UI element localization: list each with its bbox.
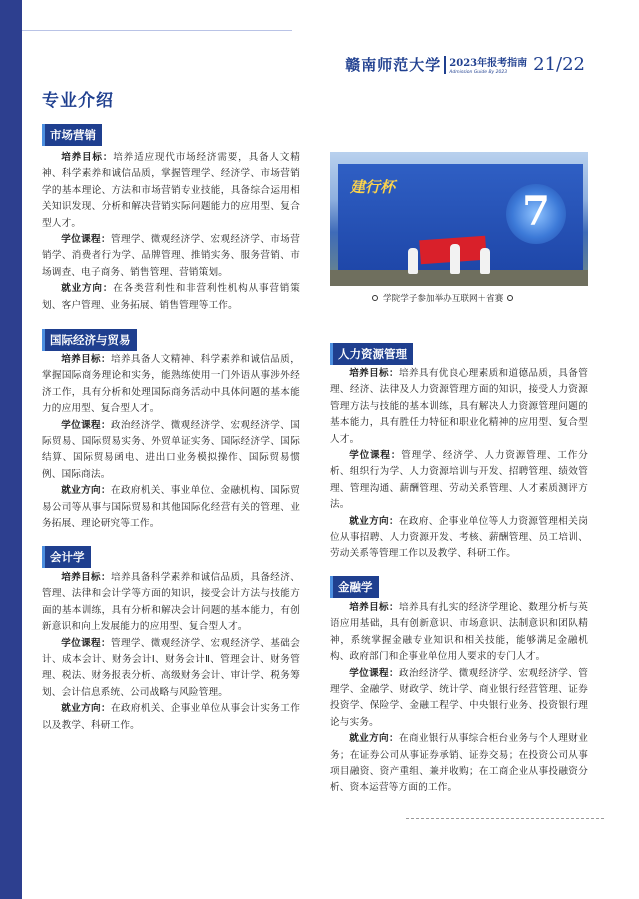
intl-trade-courses-text: 政治经济学、微观经济学、宏观经济学、国际贸易、国际贸易实务、外贸单证实务、国际经济学、国际结算、国际贸易函电、进出口业务模拟操作、国际贸易惯例、国际商法。 bbox=[42, 419, 300, 480]
photo-person bbox=[450, 244, 460, 274]
goal-label: 培养目标： bbox=[61, 572, 111, 583]
photo-person bbox=[408, 248, 418, 274]
goal-label: 培养目标： bbox=[61, 354, 111, 365]
finance-courses bbox=[330, 666, 588, 732]
bottom-dotted-rule bbox=[406, 818, 604, 819]
section-body-finance bbox=[330, 600, 588, 797]
page-title: 专业介绍 bbox=[42, 91, 114, 111]
finance-career bbox=[330, 731, 588, 797]
intl-trade-goal-text: 培养具备人文精神、科学素养和诚信品质，掌握国际商务理论和实务，能熟练使用一门外语从事涉外经济工作，具有分析和处理国际商务活动中具体问题的基本能力的应用型、复合型人才。 bbox=[42, 354, 300, 415]
section-title-marketing: 市场营销 bbox=[42, 124, 102, 146]
section-body-accounting bbox=[42, 570, 300, 734]
career-label: 就业方向： bbox=[61, 485, 111, 497]
left-color-strip bbox=[0, 0, 22, 899]
hr-courses bbox=[330, 448, 588, 514]
section-title-accounting: 会计学 bbox=[42, 546, 91, 568]
section-body-hr bbox=[330, 366, 588, 563]
marketing-career bbox=[42, 281, 300, 314]
career-label: 就业方向： bbox=[349, 733, 399, 745]
marketing-career-text: 在各类营利性和非营利性机构从事营销策划、客户管理、业务拓展、销售管理等工作。 bbox=[42, 283, 301, 311]
photo-person bbox=[480, 248, 490, 274]
goal-label: 培养目标： bbox=[349, 602, 399, 613]
finance-goal bbox=[330, 600, 588, 666]
career-label: 就业方向： bbox=[61, 703, 111, 715]
marketing-courses bbox=[42, 232, 300, 281]
top-rule bbox=[22, 30, 292, 31]
accounting-career-text: 在政府机关、企事业单位从事会计实务工作以及教学、科研工作。 bbox=[42, 703, 300, 731]
page-numbers: 21/22 bbox=[533, 54, 585, 75]
marketing-goal bbox=[42, 150, 300, 232]
photo-caption-text: 学院学子参加举办互联网＋省赛 bbox=[383, 294, 504, 304]
courses-label: 学位课程： bbox=[61, 234, 111, 246]
marketing-goal-text: 培养适应现代市场经济需要，具备人文精神、科学素养和诚信品质，掌握管理学、经济学、市场营销学的基本理论、方法和市场营销专业技能，具备综合运用相关知识发现、分析和解决营销实际问题能力的应用型、复合型人才。 bbox=[42, 152, 301, 229]
section-body-marketing bbox=[42, 150, 300, 314]
guide-title-en: Admission Guide By 2023 bbox=[449, 69, 508, 75]
section-title-hr: 人力资源管理 bbox=[330, 343, 413, 365]
guide-title-cn: 2023年报考指南 bbox=[449, 57, 528, 69]
marketing-courses-text: 管理学、微观经济学、宏观经济学、市场营销学、消费者行为学、品牌管理、推销实务、服务营销、市场调查、电子商务、销售管理、营销策划。 bbox=[42, 234, 300, 278]
guide-title bbox=[449, 59, 527, 76]
accounting-career bbox=[42, 701, 300, 734]
accounting-goal bbox=[42, 570, 300, 636]
courses-label: 学位课程： bbox=[61, 637, 111, 649]
finance-goal-text: 培养具有扎实的经济学理论、数理分析与英语应用基础，具有创新意识、市场意识、法制意识和团队精神，系统掌握金融专业知识和相关技能，能够满足金融机构、政府部门和企事业单位用人要求的专门人才。 bbox=[330, 602, 588, 663]
competition-photo bbox=[330, 152, 588, 286]
intl-trade-career-text: 在政府机关、事业单位、金融机构、国际贸易公司等从事与国际贸易和其他国际化经营有关的管理、业务拓展、理论研究等工作。 bbox=[42, 485, 300, 530]
section-title-intl-trade: 国际经济与贸易 bbox=[42, 329, 137, 351]
photo-banner-number: 7 bbox=[522, 188, 550, 235]
hr-goal-text: 培养具有优良心理素质和道德品质，具备管理、经济、法律及人力资源管理方面的知识，接受人力资源管理方法与技能的基本训练，具有解决人力资源管理问题的基本能力，具有胜任力特征和职业化精神的应用型、复合型人才。 bbox=[330, 368, 588, 445]
finance-career-text: 在商业银行从事综合柜台业务与个人理财业务；在证券公司从事证券承销、证券交易；在投资公司从事项目融资、资产重组、兼并收购；在工商企业从事投融资分析、资本运营等方面的工作。 bbox=[330, 733, 588, 794]
courses-label: 学位课程： bbox=[349, 667, 399, 679]
accounting-courses-text: 管理学、微观经济学、宏观经济学、基础会计、成本会计、财务会计Ⅰ、财务会计Ⅱ、管理会计、财务管理、税法、财务报表分析、高级财务会计、审计学、税务筹划、会计信息系统、公司战略与风险管理。 bbox=[42, 637, 300, 698]
career-label: 就业方向： bbox=[349, 515, 399, 527]
caption-bullet-icon bbox=[372, 295, 378, 301]
intl-trade-goal bbox=[42, 352, 300, 418]
courses-label: 学位课程： bbox=[61, 419, 111, 431]
hr-career-text: 在政府、企事业单位等人力资源管理相关岗位从事招聘、人力资源开发、考核、薪酬管理、员工培训、劳动关系等管理工作以及教学、科研工作。 bbox=[330, 515, 588, 560]
goal-label: 培养目标： bbox=[349, 368, 399, 379]
career-label: 就业方向： bbox=[61, 283, 114, 295]
section-title-finance: 金融学 bbox=[330, 576, 379, 598]
photo-caption bbox=[372, 292, 513, 304]
courses-label: 学位课程： bbox=[349, 450, 402, 462]
hr-courses-text: 管理学、经济学、人力资源管理、工作分析、组织行为学、人力资源培训与开发、招聘管理、绩效管理、管理沟通、薪酬管理、劳动关系管理、人才素质测评方法。 bbox=[330, 450, 589, 511]
header-divider bbox=[444, 56, 446, 74]
accounting-goal-text: 培养具备科学素养和诚信品质，具备经济、管理、法律和会计学等方面的知识，接受会计方法与技能方面的基本训练，具有分析和解决会计问题的基本能力，有创新意识和向上发展能力的应用型、复合型人才。 bbox=[42, 572, 300, 633]
photo-banner-title: 建行杯 bbox=[350, 178, 396, 196]
caption-end-icon bbox=[507, 295, 513, 301]
accounting-courses bbox=[42, 636, 300, 702]
hr-goal bbox=[330, 366, 588, 448]
university-name: 赣南师范大学 bbox=[345, 56, 442, 74]
intl-trade-career bbox=[42, 483, 300, 532]
hr-career bbox=[330, 514, 588, 563]
finance-courses-text: 政治经济学、微观经济学、宏观经济学、管理学、金融学、财政学、统计学、商业银行经营管理、证券投资学、保险学、金融工程学、中央银行业务、投资银行理论与实务。 bbox=[330, 667, 588, 728]
intl-trade-courses bbox=[42, 418, 300, 484]
goal-label: 培养目标： bbox=[61, 152, 114, 163]
section-body-intl-trade bbox=[42, 352, 300, 532]
page-header bbox=[345, 54, 585, 75]
